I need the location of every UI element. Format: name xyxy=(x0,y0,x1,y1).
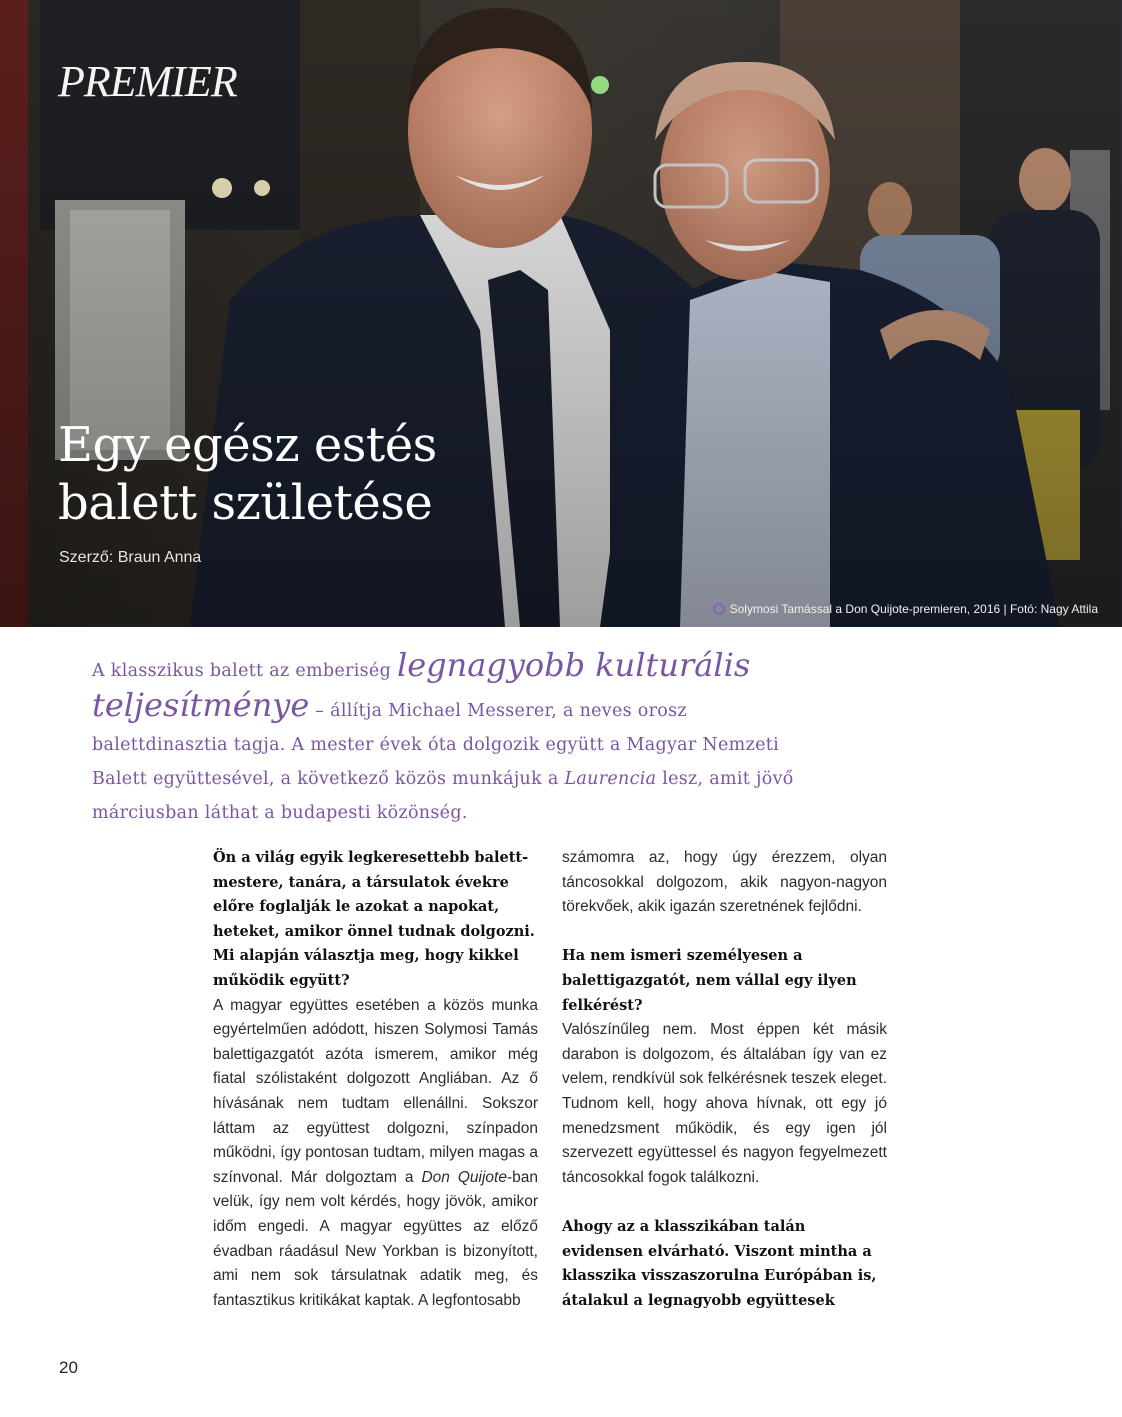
interview-question-1: Ön a világ egyik legkeresettebb balett-mestere, tanára, a társulatok évekre előre foglalják le azokat a napokat, heteket, amikor önnel tudnak dolgozni. Mi alapján választja meg, hogy kikkel működik együtt? xyxy=(213,849,535,989)
answer-1-production-title: Don Quijote xyxy=(421,1168,507,1186)
page-number: 20 xyxy=(59,1358,78,1377)
lead-highlight-quote: legnagyobb kulturális teljesítménye xyxy=(92,646,751,724)
section-label: PREMIER xyxy=(58,57,237,106)
answer-1-text-b: -ban velük, így nem volt kérdés, hogy jövök, amikor időm engedi. A magyar együttes az előző évadban ráadásul New Yorkban is bizonyított, ami nem sok társulatnak adatik meg, és fantasztikus kritikákat kaptak. A legfontosabb xyxy=(213,1168,539,1309)
interview-answer-1 xyxy=(213,994,538,1314)
article-column-right xyxy=(562,846,887,1313)
lead-production-title: Laurencia xyxy=(564,769,657,789)
paragraph-spacer xyxy=(562,920,887,945)
interview-question-2: Ha nem ismeri személyesen a balettigazgatót, nem vállal egy ilyen felkérést? xyxy=(562,947,857,1014)
paragraph-spacer xyxy=(562,1190,887,1215)
lead-text-3: lesz, amit jövő márciusban láthat a budapesti közönség. xyxy=(92,769,794,823)
lead-paragraph xyxy=(92,648,812,830)
lead-text-1: A klasszikus balett az emberiség xyxy=(92,661,397,681)
lead-text-2: – állítja Michael Messerer, a neves orosz balettdinasztia tagja. A mester évek óta dolgozik együtt a Magyar Nemzeti Balett együttesével, a következő közös munkájuk a xyxy=(92,701,779,789)
headline-line-2: balett születése xyxy=(58,475,433,531)
author-byline: Szerző: Braun Anna xyxy=(59,549,202,566)
interview-question-3: Ahogy az a klasszikában talán evidensen elvárható. Viszont mintha a klasszika visszaszorulna Európában is, átalakul a legnagyobb együttesek xyxy=(562,1217,877,1309)
caption-circle-icon xyxy=(713,603,725,615)
interview-answer-2: Valószínűleg nem. Most éppen két másik darabon is dolgozom, és általában így van ez velem, rendkívül sok felkérésnek teszek eleget. Tudnom kell, hogy ahova hívnak, ott egy jó menedzsment működik, és egy igen jól szervezett együttessel és nagyon fegyelmezett táncosokkal fogok találkozni. xyxy=(562,1021,887,1186)
photo-caption xyxy=(713,602,1098,616)
article-column-left xyxy=(213,846,538,1313)
headline-line-1: Egy egész estés xyxy=(58,417,437,473)
photo-caption-text: Solymosi Tamással a Don Quijote-premieren, 2016 | Fotó: Nagy Attila xyxy=(729,602,1098,616)
interview-answer-1-continued: számomra az, hogy úgy érezzem, olyan táncosokkal dolgozom, akik nagyon-nagyon törekvőek, akik igazán szeretnének fejlődni. xyxy=(562,849,887,916)
answer-1-text-a: A magyar együttes esetében a közös munka egyértelműen adódott, hiszen Solymosi Tamás balettigazgatót azóta ismerem, amikor még fiatal szólistaként dolgozott Angliában. Az ő hívásának nem tudtam ellenállni. Sokszor láttam az együttest dolgozni, színpadon működni, így pontosan tudtam, milyen magas a színvonal. Már dolgoztam a xyxy=(213,996,538,1186)
article-headline xyxy=(58,416,437,532)
hero-photo xyxy=(0,0,1122,627)
